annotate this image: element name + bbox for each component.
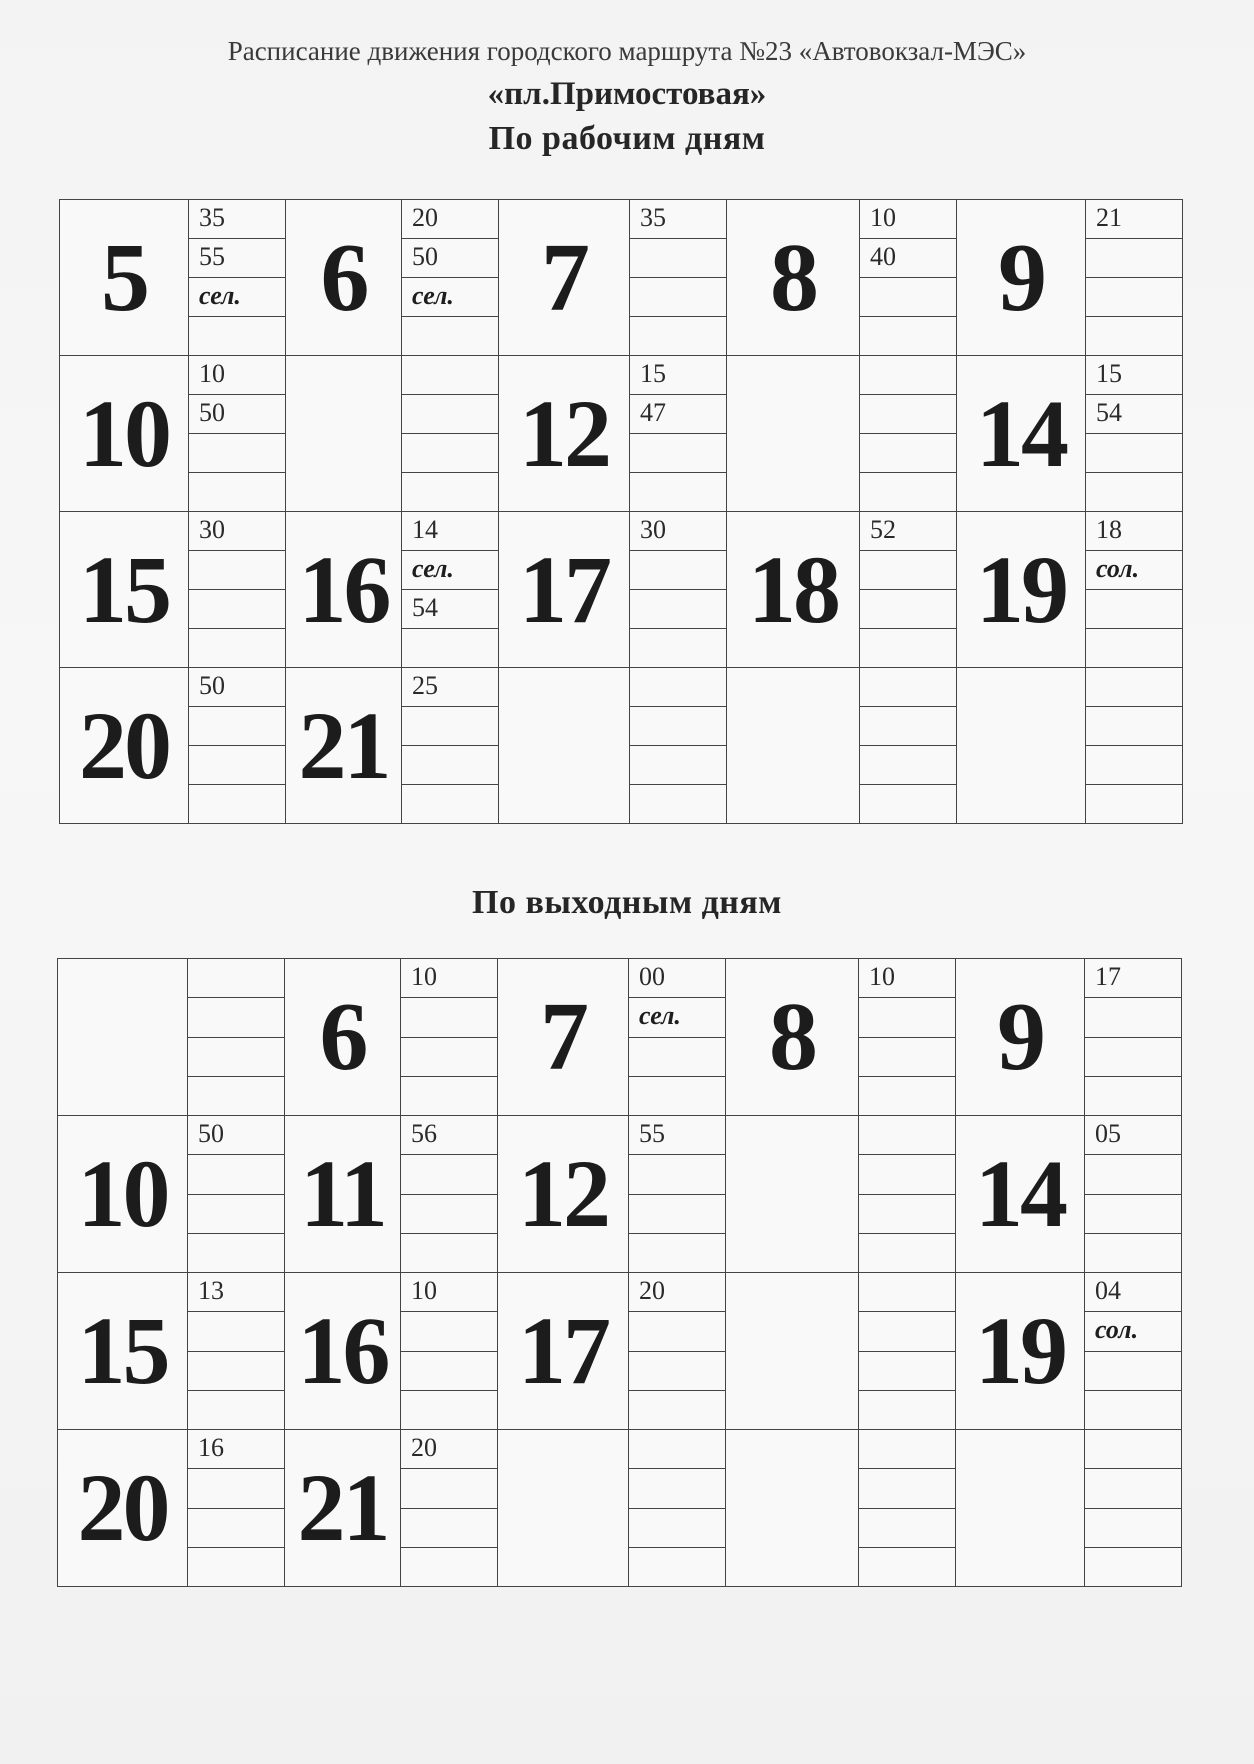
departure-minute: 35: [189, 200, 285, 239]
departure-minute: [189, 707, 285, 746]
departure-minute: [629, 1391, 725, 1429]
departure-minute: 54: [1086, 395, 1182, 434]
departure-minute: [1086, 668, 1182, 707]
minutes-column: [629, 1116, 726, 1273]
timetable-row: [60, 356, 1183, 512]
departure-minute: [1085, 1548, 1181, 1586]
departure-minute: 52: [860, 512, 956, 551]
minutes-column: [189, 668, 286, 824]
departure-minute: [630, 590, 726, 629]
departure-minute: 10: [860, 200, 956, 239]
departure-note: сел.: [402, 278, 498, 317]
departure-minute: [401, 1548, 497, 1586]
departure-minute: 10: [401, 1273, 497, 1312]
departure-minute: [860, 590, 956, 629]
weekend-timetable: [57, 958, 1182, 1587]
departure-minute: [1085, 1077, 1181, 1115]
hour-cell: [727, 356, 860, 512]
departure-minute: 50: [402, 239, 498, 278]
departure-minute: [402, 356, 498, 395]
departure-minute: [859, 1352, 955, 1391]
departure-minute: [629, 1234, 725, 1272]
minutes-column: [1085, 1273, 1182, 1430]
departure-minute: [188, 1155, 284, 1194]
departure-minute: [860, 278, 956, 317]
departure-minute: [1086, 434, 1182, 473]
departure-minute: [401, 1234, 497, 1272]
departure-minute: [859, 1469, 955, 1508]
hour-cell: 14: [956, 1116, 1085, 1273]
departure-minute: 00: [629, 959, 725, 998]
departure-minute: 50: [189, 668, 285, 707]
minutes-column: [859, 959, 956, 1116]
minutes-column: [860, 200, 957, 356]
hour-cell: [957, 668, 1086, 824]
departure-minute: [401, 1077, 497, 1115]
hour-cell: [726, 1116, 859, 1273]
departure-minute: [1085, 1391, 1181, 1429]
departure-minute: [859, 998, 955, 1037]
departure-minute: [401, 1038, 497, 1077]
departure-minute: [1085, 1352, 1181, 1391]
minutes-column: [629, 959, 726, 1116]
departure-minute: [860, 668, 956, 707]
departure-minute: [629, 1509, 725, 1548]
departure-minute: [860, 785, 956, 823]
hour-cell: [726, 1430, 859, 1587]
minutes-column: [402, 356, 499, 512]
departure-minute: [860, 317, 956, 355]
departure-minute: [402, 785, 498, 823]
minutes-column: [859, 1273, 956, 1430]
departure-minute: 05: [1085, 1116, 1181, 1155]
hour-cell: 16: [285, 1273, 401, 1430]
departure-minute: [630, 317, 726, 355]
departure-minute: [1085, 1509, 1181, 1548]
departure-note: сел.: [189, 278, 285, 317]
departure-minute: [188, 1234, 284, 1272]
departure-minute: [1086, 746, 1182, 785]
departure-minute: [402, 473, 498, 511]
departure-minute: 16: [188, 1430, 284, 1469]
minutes-column: [1086, 512, 1183, 668]
hour-cell: [956, 1430, 1085, 1587]
timetable-row: [58, 959, 1182, 1116]
departure-minute: [859, 1312, 955, 1351]
minutes-column: [188, 959, 285, 1116]
departure-minute: 17: [1085, 959, 1181, 998]
departure-note: сол.: [1086, 551, 1182, 590]
departure-minute: [629, 1077, 725, 1115]
minutes-column: [859, 1116, 956, 1273]
minutes-column: [1085, 959, 1182, 1116]
minutes-column: [401, 1430, 498, 1587]
hour-cell: 17: [498, 1273, 629, 1430]
hour-cell: 18: [727, 512, 860, 668]
departure-minute: 20: [629, 1273, 725, 1312]
minutes-column: [188, 1273, 285, 1430]
minutes-column: [189, 512, 286, 668]
timetable-row: [58, 1430, 1182, 1587]
timetable-row: [58, 1116, 1182, 1273]
departure-minute: [401, 1391, 497, 1429]
departure-minute: [629, 1155, 725, 1194]
departure-minute: [629, 1548, 725, 1586]
departure-minute: 25: [402, 668, 498, 707]
departure-minute: [859, 1430, 955, 1469]
departure-minute: [1086, 785, 1182, 823]
departure-minute: 15: [630, 356, 726, 395]
departure-minute: 20: [402, 200, 498, 239]
hour-cell: 19: [956, 1273, 1085, 1430]
departure-minute: [189, 785, 285, 823]
departure-minute: 55: [629, 1116, 725, 1155]
departure-minute: [401, 1509, 497, 1548]
hour-cell: 20: [60, 668, 189, 824]
departure-note: сол.: [1085, 1312, 1181, 1351]
departure-minute: [1085, 1155, 1181, 1194]
route-title: Расписание движения городского маршрута №23 «Автовокзал-МЭС»: [227, 36, 1027, 66]
departure-minute: [859, 1116, 955, 1155]
minutes-column: [860, 356, 957, 512]
departure-minute: [859, 1273, 955, 1312]
departure-minute: [629, 1469, 725, 1508]
departure-minute: [859, 1548, 955, 1586]
departure-minute: [401, 1352, 497, 1391]
departure-minute: 14: [402, 512, 498, 551]
departure-minute: 13: [188, 1273, 284, 1312]
hour-cell: 17: [499, 512, 630, 668]
departure-minute: [630, 746, 726, 785]
hour-cell: [498, 1430, 629, 1587]
departure-minute: [630, 473, 726, 511]
departure-minute: [188, 1548, 284, 1586]
departure-minute: [402, 746, 498, 785]
minutes-column: [401, 959, 498, 1116]
departure-minute: 04: [1085, 1273, 1181, 1312]
departure-note: сел.: [402, 551, 498, 590]
departure-minute: [860, 746, 956, 785]
departure-minute: [188, 1312, 284, 1351]
departure-minute: [860, 551, 956, 590]
weekday-heading: По рабочим дням: [488, 120, 766, 157]
minutes-column: [402, 668, 499, 824]
hour-cell: 12: [499, 356, 630, 512]
departure-minute: [630, 668, 726, 707]
departure-minute: [629, 1195, 725, 1234]
minutes-column: [1086, 668, 1183, 824]
minutes-column: [1085, 1116, 1182, 1273]
departure-minute: 30: [189, 512, 285, 551]
departure-minute: [1086, 239, 1182, 278]
minutes-column: [401, 1116, 498, 1273]
hour-cell: 21: [285, 1430, 401, 1587]
departure-minute: [1085, 1195, 1181, 1234]
hour-cell: 9: [957, 200, 1086, 356]
departure-minute: [189, 629, 285, 667]
departure-note: сел.: [629, 998, 725, 1037]
hour-cell: 11: [285, 1116, 401, 1273]
departure-minute: [860, 356, 956, 395]
minutes-column: [1086, 356, 1183, 512]
minutes-column: [630, 356, 727, 512]
timetable-row: [60, 200, 1183, 356]
departure-minute: 50: [189, 395, 285, 434]
departure-minute: 21: [1086, 200, 1182, 239]
hour-cell: [726, 1273, 859, 1430]
minutes-column: [188, 1430, 285, 1587]
weekday-timetable: [59, 199, 1183, 824]
departure-minute: [630, 239, 726, 278]
hour-cell: 6: [285, 959, 401, 1116]
departure-minute: [859, 1509, 955, 1548]
departure-minute: [859, 1391, 955, 1429]
departure-minute: [630, 629, 726, 667]
departure-minute: 35: [630, 200, 726, 239]
departure-minute: [860, 395, 956, 434]
timetable-row: [58, 1273, 1182, 1430]
departure-minute: [402, 317, 498, 355]
minutes-column: [402, 200, 499, 356]
stop-title: «пл.Примостовая»: [487, 76, 767, 112]
minutes-column: [630, 512, 727, 668]
departure-minute: [188, 1352, 284, 1391]
minutes-column: [629, 1430, 726, 1587]
hour-cell: [58, 959, 188, 1116]
departure-minute: [188, 959, 284, 998]
departure-minute: [1086, 473, 1182, 511]
departure-minute: 10: [189, 356, 285, 395]
minutes-column: [860, 512, 957, 668]
timetable-row: [60, 668, 1183, 824]
departure-minute: [401, 998, 497, 1037]
minutes-column: [1086, 200, 1183, 356]
departure-minute: 10: [859, 959, 955, 998]
hour-cell: 6: [286, 200, 402, 356]
hour-cell: 7: [499, 200, 630, 356]
departure-minute: 10: [401, 959, 497, 998]
departure-minute: 18: [1086, 512, 1182, 551]
departure-minute: [188, 1077, 284, 1115]
departure-minute: [859, 1234, 955, 1272]
departure-minute: [630, 278, 726, 317]
departure-minute: [188, 998, 284, 1037]
departure-minute: [1085, 998, 1181, 1037]
minutes-column: [401, 1273, 498, 1430]
hour-cell: 10: [60, 356, 189, 512]
weekend-heading: По выходным дням: [472, 884, 782, 921]
departure-minute: [188, 1195, 284, 1234]
hour-cell: 7: [498, 959, 629, 1116]
departure-minute: [402, 629, 498, 667]
hour-cell: [286, 356, 402, 512]
departure-minute: 20: [401, 1430, 497, 1469]
departure-minute: [859, 1195, 955, 1234]
departure-minute: [1085, 1469, 1181, 1508]
minutes-column: [630, 200, 727, 356]
departure-minute: 50: [188, 1116, 284, 1155]
minutes-column: [188, 1116, 285, 1273]
departure-minute: [189, 590, 285, 629]
departure-minute: [860, 434, 956, 473]
hour-cell: 20: [58, 1430, 188, 1587]
departure-minute: [860, 707, 956, 746]
hour-cell: 15: [58, 1273, 188, 1430]
departure-minute: [1085, 1234, 1181, 1272]
hour-cell: 10: [58, 1116, 188, 1273]
departure-minute: [189, 434, 285, 473]
departure-minute: [1086, 629, 1182, 667]
departure-minute: 56: [401, 1116, 497, 1155]
hour-cell: 12: [498, 1116, 629, 1273]
hour-cell: 8: [726, 959, 859, 1116]
departure-minute: [629, 1038, 725, 1077]
departure-minute: [1086, 317, 1182, 355]
hour-cell: 8: [727, 200, 860, 356]
departure-minute: [189, 551, 285, 590]
minutes-column: [189, 356, 286, 512]
departure-minute: 40: [860, 239, 956, 278]
timetable-row: [60, 512, 1183, 668]
departure-minute: [630, 707, 726, 746]
minutes-column: [859, 1430, 956, 1587]
departure-minute: [1086, 590, 1182, 629]
departure-minute: [859, 1038, 955, 1077]
departure-minute: [629, 1352, 725, 1391]
departure-minute: [630, 434, 726, 473]
departure-minute: [188, 1469, 284, 1508]
departure-minute: [401, 1312, 497, 1351]
departure-minute: [401, 1195, 497, 1234]
departure-minute: [402, 434, 498, 473]
departure-minute: [1085, 1430, 1181, 1469]
hour-cell: 16: [286, 512, 402, 668]
departure-minute: 55: [189, 239, 285, 278]
hour-cell: 5: [60, 200, 189, 356]
departure-minute: [1085, 1038, 1181, 1077]
departure-minute: [188, 1038, 284, 1077]
departure-minute: 30: [630, 512, 726, 551]
departure-minute: 15: [1086, 356, 1182, 395]
hour-cell: 9: [956, 959, 1085, 1116]
minutes-column: [860, 668, 957, 824]
departure-minute: [859, 1077, 955, 1115]
minutes-column: [402, 512, 499, 668]
departure-minute: 54: [402, 590, 498, 629]
departure-minute: [860, 473, 956, 511]
departure-minute: [401, 1469, 497, 1508]
departure-minute: [188, 1509, 284, 1548]
departure-minute: [401, 1155, 497, 1194]
departure-minute: [402, 707, 498, 746]
departure-minute: [189, 746, 285, 785]
departure-minute: [188, 1391, 284, 1429]
hour-cell: [499, 668, 630, 824]
departure-minute: [402, 395, 498, 434]
hour-cell: 15: [60, 512, 189, 668]
departure-minute: [630, 785, 726, 823]
minutes-column: [189, 200, 286, 356]
hour-cell: 21: [286, 668, 402, 824]
departure-minute: 47: [630, 395, 726, 434]
departure-minute: [629, 1430, 725, 1469]
departure-minute: [189, 317, 285, 355]
departure-minute: [630, 551, 726, 590]
departure-minute: [860, 629, 956, 667]
departure-minute: [859, 1155, 955, 1194]
minutes-column: [1085, 1430, 1182, 1587]
minutes-column: [629, 1273, 726, 1430]
minutes-column: [630, 668, 727, 824]
hour-cell: [727, 668, 860, 824]
hour-cell: 19: [957, 512, 1086, 668]
departure-minute: [1086, 278, 1182, 317]
departure-minute: [189, 473, 285, 511]
departure-minute: [629, 1312, 725, 1351]
hour-cell: 14: [957, 356, 1086, 512]
departure-minute: [1086, 707, 1182, 746]
